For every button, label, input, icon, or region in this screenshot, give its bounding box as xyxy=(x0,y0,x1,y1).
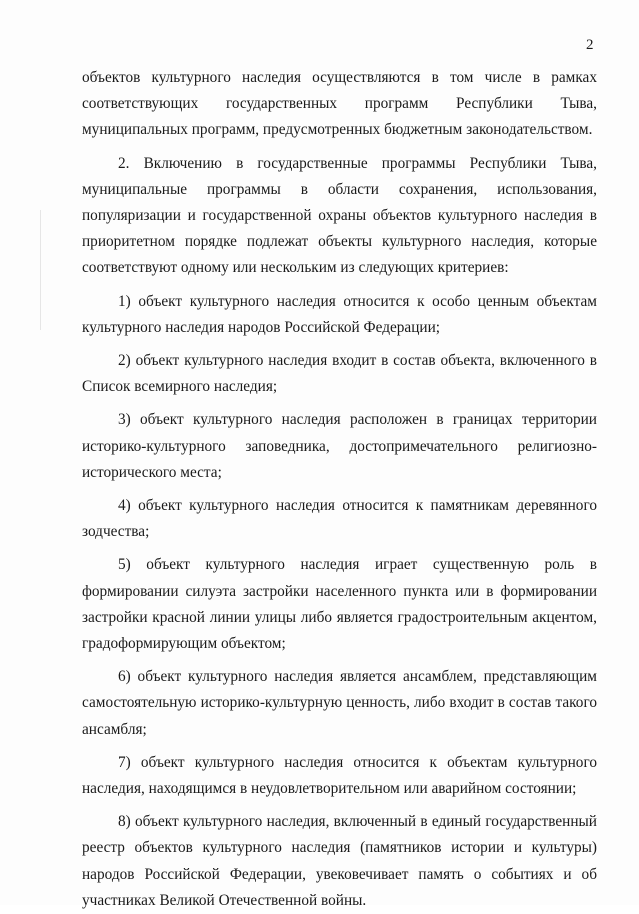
criterion-item-5: 5) объект культурного наследия играет существенную роль в формировании силуэта застройки населенного пункта или в формировании застройки красной линии улицы либо является градостроительным акцентом, градоформирующим объектом; xyxy=(82,556,597,653)
criterion-item-8: 8) объект культурного наследия, включенный в единый государственный реестр объектов культурного наследия (памятников истории и культуры) народов Российской Федерации, увековечивает память о событиях и об участниках Великой Отечественной войны. xyxy=(82,813,597,909)
criterion-item-1: 1) объект культурного наследия относится к особо ценным объектам культурного наследия народов Российской Федерации; xyxy=(82,292,597,336)
criterion-item-4: 4) объект культурного наследия относится к памятникам деревянного зодчества; xyxy=(82,497,597,541)
paragraph-continuation: объектов культурного наследия осуществляются в том числе в рамках соответствующих государственных программ Республики Тыва, муниципальных программ, предусмотренных бюджетным законодательством. xyxy=(82,69,597,139)
document-body xyxy=(82,65,597,914)
criterion-item-7: 7) объект культурного наследия относится к объектам культурного наследия, находящимся в неудовлетворительном или аварийном состоянии; xyxy=(82,753,597,798)
scan-edge-mark xyxy=(40,210,41,330)
paragraph-clause-2: 2. Включению в государственные программы Республики Тыва, муниципальные программы в области сохранения, использования, популяризации и государственной охраны объектов культурного наследия в приоритетном порядке подлежат объекты культурного наследия, которые соответствуют одному или нескольким из следующих критериев: xyxy=(82,154,597,277)
criterion-item-2: 2) объект культурного наследия входит в состав объекта, включенного в Список всемирного наследия; xyxy=(82,352,597,396)
criterion-item-3: 3) объект культурного наследия расположен в границах территории историко-культурного заповедника, достопримечательного религиозно-исторического места; xyxy=(82,411,597,481)
criterion-item-6: 6) объект культурного наследия является ансамблем, представляющим самостоятельную историко-культурную ценность, либо входит в состав такого ансамбля; xyxy=(82,668,597,738)
page-number: 2 xyxy=(586,37,594,53)
